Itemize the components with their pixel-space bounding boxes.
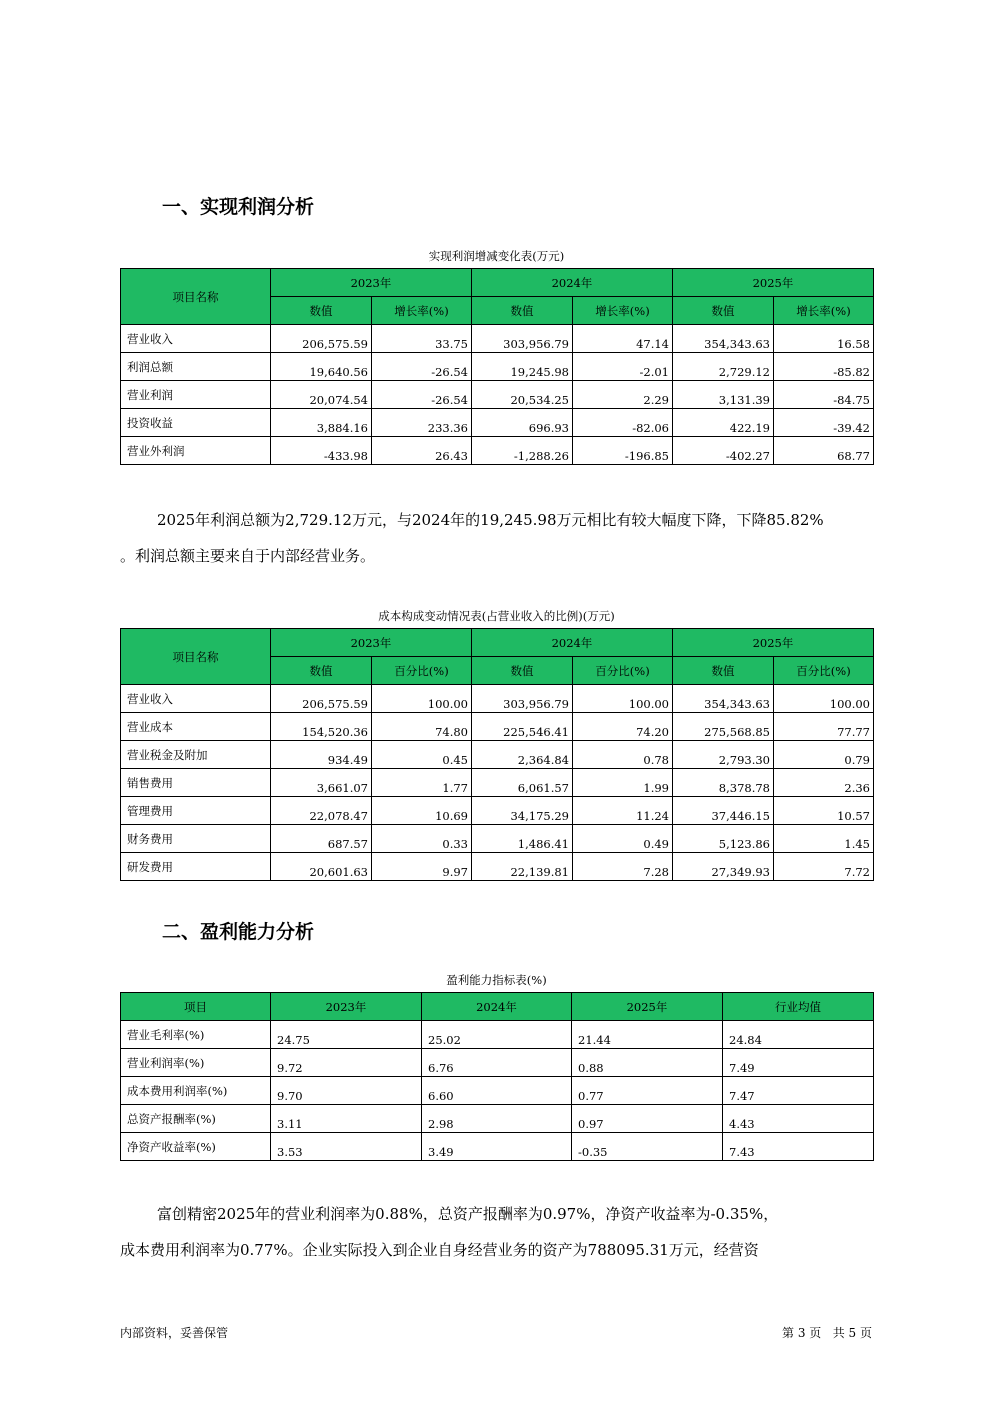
profit-summary-paragraph bbox=[120, 502, 880, 574]
table-cell: 19,640.56 bbox=[271, 353, 372, 381]
table-cell: 696.93 bbox=[472, 409, 573, 437]
profitability-summary-paragraph bbox=[120, 1196, 880, 1268]
row-label: 营业利润率(%) bbox=[121, 1049, 271, 1077]
col-header-value: 数值 bbox=[271, 297, 372, 325]
table-cell: 47.14 bbox=[573, 325, 673, 353]
col-header-year: 2023年 bbox=[271, 269, 472, 297]
table-cell: 24.84 bbox=[723, 1021, 874, 1049]
table-cell: 74.20 bbox=[573, 713, 673, 741]
row-label: 营业收入 bbox=[121, 325, 271, 353]
table-cell: 9.97 bbox=[372, 853, 472, 881]
table-row bbox=[121, 1049, 874, 1077]
table3-caption: 盈利能力指标表(%) bbox=[446, 973, 547, 987]
table-row bbox=[121, 769, 874, 797]
table-row bbox=[121, 437, 874, 465]
table-cell: 20,534.25 bbox=[472, 381, 573, 409]
table-cell: -433.98 bbox=[271, 437, 372, 465]
section-title-profit: 一、实现利润分析 bbox=[162, 196, 315, 218]
col-header-rate: 增长率(%) bbox=[372, 297, 472, 325]
col-header: 2023年 bbox=[271, 993, 422, 1021]
table-cell: -26.54 bbox=[372, 381, 472, 409]
col-header-year: 2023年 bbox=[271, 629, 472, 657]
table-cell: -0.35 bbox=[572, 1133, 723, 1161]
row-label: 销售费用 bbox=[121, 769, 271, 797]
table-cell: -1,288.26 bbox=[472, 437, 573, 465]
col-header-item: 项目名称 bbox=[121, 269, 271, 325]
table-cell: 74.80 bbox=[372, 713, 472, 741]
table-cell: 1.99 bbox=[573, 769, 673, 797]
row-label: 财务费用 bbox=[121, 825, 271, 853]
table-cell: -402.27 bbox=[673, 437, 774, 465]
row-label: 营业收入 bbox=[121, 685, 271, 713]
table-row bbox=[121, 381, 874, 409]
table1-caption: 实现利润增减变化表(万元) bbox=[428, 249, 565, 263]
table-cell: -39.42 bbox=[774, 409, 874, 437]
table-cell: 10.57 bbox=[774, 797, 874, 825]
table-cell: 7.28 bbox=[573, 853, 673, 881]
table-row bbox=[121, 409, 874, 437]
table-row bbox=[121, 685, 874, 713]
table-row bbox=[121, 325, 874, 353]
table-cell: 11.24 bbox=[573, 797, 673, 825]
table-row bbox=[121, 1133, 874, 1161]
table-cell: 3.49 bbox=[422, 1133, 572, 1161]
table-cell: 6.76 bbox=[422, 1049, 572, 1077]
table-cell: 9.70 bbox=[271, 1077, 422, 1105]
table-cell: 24.75 bbox=[271, 1021, 422, 1049]
paragraph-line: 成本费用利润率为0.77%。企业实际投入到企业自身经营业务的资产为788095.31万元，经营资 bbox=[120, 1241, 759, 1259]
row-label: 投资收益 bbox=[121, 409, 271, 437]
table-cell: 2,729.12 bbox=[673, 353, 774, 381]
table-cell: 2,793.30 bbox=[673, 741, 774, 769]
table-cell: 19,245.98 bbox=[472, 353, 573, 381]
table-cell: 20,601.63 bbox=[271, 853, 372, 881]
table-row bbox=[121, 1105, 874, 1133]
col-header-value: 数值 bbox=[271, 657, 372, 685]
col-header-value: 数值 bbox=[472, 297, 573, 325]
row-label: 营业税金及附加 bbox=[121, 741, 271, 769]
col-header-year: 2025年 bbox=[673, 269, 874, 297]
table-cell: 2.36 bbox=[774, 769, 874, 797]
table-cell: 3,661.07 bbox=[271, 769, 372, 797]
row-label: 净资产收益率(%) bbox=[121, 1133, 271, 1161]
table-row bbox=[121, 797, 874, 825]
table-row bbox=[121, 825, 874, 853]
col-header: 项目 bbox=[121, 993, 271, 1021]
cost-composition-table bbox=[120, 628, 874, 881]
table-cell: 3,131.39 bbox=[673, 381, 774, 409]
table-cell: 4.43 bbox=[723, 1105, 874, 1133]
table-cell: 1.77 bbox=[372, 769, 472, 797]
table-cell: 354,343.63 bbox=[673, 685, 774, 713]
table-cell: 2.29 bbox=[573, 381, 673, 409]
table-cell: 22,078.47 bbox=[271, 797, 372, 825]
table-cell: 3.53 bbox=[271, 1133, 422, 1161]
table-cell: 8,378.78 bbox=[673, 769, 774, 797]
table-cell: 100.00 bbox=[774, 685, 874, 713]
table-cell: -2.01 bbox=[573, 353, 673, 381]
table-cell: 1,486.41 bbox=[472, 825, 573, 853]
col-header: 2024年 bbox=[422, 993, 572, 1021]
col-header-year: 2025年 bbox=[673, 629, 874, 657]
table-cell: 0.97 bbox=[572, 1105, 723, 1133]
table-cell: 26.43 bbox=[372, 437, 472, 465]
table-cell: 2,364.84 bbox=[472, 741, 573, 769]
table-cell: 37,446.15 bbox=[673, 797, 774, 825]
table-cell: 27,349.93 bbox=[673, 853, 774, 881]
table-cell: 7.72 bbox=[774, 853, 874, 881]
table-row bbox=[121, 853, 874, 881]
table-cell: 206,575.59 bbox=[271, 325, 372, 353]
table-cell: 6,061.57 bbox=[472, 769, 573, 797]
table-cell: -84.75 bbox=[774, 381, 874, 409]
table-cell: -196.85 bbox=[573, 437, 673, 465]
table-cell: 7.49 bbox=[723, 1049, 874, 1077]
col-header-pct: 百分比(%) bbox=[372, 657, 472, 685]
footer-confidential: 内部资料，妥善保管 bbox=[120, 1326, 229, 1340]
table-cell: 34,175.29 bbox=[472, 797, 573, 825]
col-header-year: 2024年 bbox=[472, 269, 673, 297]
row-label: 营业利润 bbox=[121, 381, 271, 409]
table-cell: 25.02 bbox=[422, 1021, 572, 1049]
paragraph-line: 。利润总额主要来自于内部经营业务。 bbox=[120, 547, 376, 565]
table-cell: 7.47 bbox=[723, 1077, 874, 1105]
table-cell: 6.60 bbox=[422, 1077, 572, 1105]
table-row bbox=[121, 1021, 874, 1049]
col-header-rate: 增长率(%) bbox=[573, 297, 673, 325]
table-cell: 206,575.59 bbox=[271, 685, 372, 713]
col-header-pct: 百分比(%) bbox=[573, 657, 673, 685]
profit-change-table bbox=[120, 268, 874, 465]
table-cell: 303,956.79 bbox=[472, 325, 573, 353]
table-cell: -85.82 bbox=[774, 353, 874, 381]
col-header-value: 数值 bbox=[673, 297, 774, 325]
table-cell: 275,568.85 bbox=[673, 713, 774, 741]
table-cell: 934.49 bbox=[271, 741, 372, 769]
table-cell: -82.06 bbox=[573, 409, 673, 437]
profitability-indicators-table bbox=[120, 992, 874, 1161]
table-row bbox=[121, 741, 874, 769]
table-cell: 0.79 bbox=[774, 741, 874, 769]
table-cell: 0.88 bbox=[572, 1049, 723, 1077]
paragraph-line: 2025年利润总额为2,729.12万元，与2024年的19,245.98万元相比有较大幅度下降，下降85.82% bbox=[157, 511, 824, 529]
table-cell: 354,343.63 bbox=[673, 325, 774, 353]
col-header-item: 项目名称 bbox=[121, 629, 271, 685]
table-cell: 22,139.81 bbox=[472, 853, 573, 881]
table-cell: -26.54 bbox=[372, 353, 472, 381]
table-cell: 100.00 bbox=[372, 685, 472, 713]
col-header-rate: 增长率(%) bbox=[774, 297, 874, 325]
table-cell: 3.11 bbox=[271, 1105, 422, 1133]
table-cell: 0.77 bbox=[572, 1077, 723, 1105]
table-cell: 303,956.79 bbox=[472, 685, 573, 713]
col-header: 2025年 bbox=[572, 993, 723, 1021]
table-cell: 2.98 bbox=[422, 1105, 572, 1133]
table-cell: 0.49 bbox=[573, 825, 673, 853]
table-cell: 154,520.36 bbox=[271, 713, 372, 741]
table-cell: 233.36 bbox=[372, 409, 472, 437]
table-cell: 422.19 bbox=[673, 409, 774, 437]
table-row bbox=[121, 1077, 874, 1105]
table-cell: 68.77 bbox=[774, 437, 874, 465]
table-cell: 687.57 bbox=[271, 825, 372, 853]
row-label: 成本费用利润率(%) bbox=[121, 1077, 271, 1105]
table-cell: 0.33 bbox=[372, 825, 472, 853]
table-cell: 0.45 bbox=[372, 741, 472, 769]
row-label: 总资产报酬率(%) bbox=[121, 1105, 271, 1133]
table2-caption: 成本构成变动情况表(占营业收入的比例)(万元) bbox=[378, 609, 615, 623]
table-cell: 0.78 bbox=[573, 741, 673, 769]
table-cell: 77.77 bbox=[774, 713, 874, 741]
table-row bbox=[121, 713, 874, 741]
col-header-value: 数值 bbox=[673, 657, 774, 685]
section-title-profitability: 二、盈利能力分析 bbox=[162, 921, 315, 943]
row-label: 营业成本 bbox=[121, 713, 271, 741]
table-cell: 1.45 bbox=[774, 825, 874, 853]
table-cell: 7.43 bbox=[723, 1133, 874, 1161]
col-header-pct: 百分比(%) bbox=[774, 657, 874, 685]
col-header: 行业均值 bbox=[723, 993, 874, 1021]
row-label: 利润总额 bbox=[121, 353, 271, 381]
footer-page-number: 第 3 页 共 5 页 bbox=[782, 1326, 872, 1340]
table-cell: 10.69 bbox=[372, 797, 472, 825]
table-cell: 20,074.54 bbox=[271, 381, 372, 409]
table-cell: 21.44 bbox=[572, 1021, 723, 1049]
table-cell: 5,123.86 bbox=[673, 825, 774, 853]
col-header-year: 2024年 bbox=[472, 629, 673, 657]
table-cell: 100.00 bbox=[573, 685, 673, 713]
col-header-value: 数值 bbox=[472, 657, 573, 685]
row-label: 营业毛利率(%) bbox=[121, 1021, 271, 1049]
row-label: 研发费用 bbox=[121, 853, 271, 881]
table-cell: 225,546.41 bbox=[472, 713, 573, 741]
row-label: 营业外利润 bbox=[121, 437, 271, 465]
paragraph-line: 富创精密2025年的营业利润率为0.88%，总资产报酬率为0.97%，净资产收益率为-0.35%， bbox=[157, 1205, 779, 1223]
table-cell: 16.58 bbox=[774, 325, 874, 353]
table-cell: 3,884.16 bbox=[271, 409, 372, 437]
table-cell: 33.75 bbox=[372, 325, 472, 353]
table-cell: 9.72 bbox=[271, 1049, 422, 1077]
table-row bbox=[121, 353, 874, 381]
row-label: 管理费用 bbox=[121, 797, 271, 825]
